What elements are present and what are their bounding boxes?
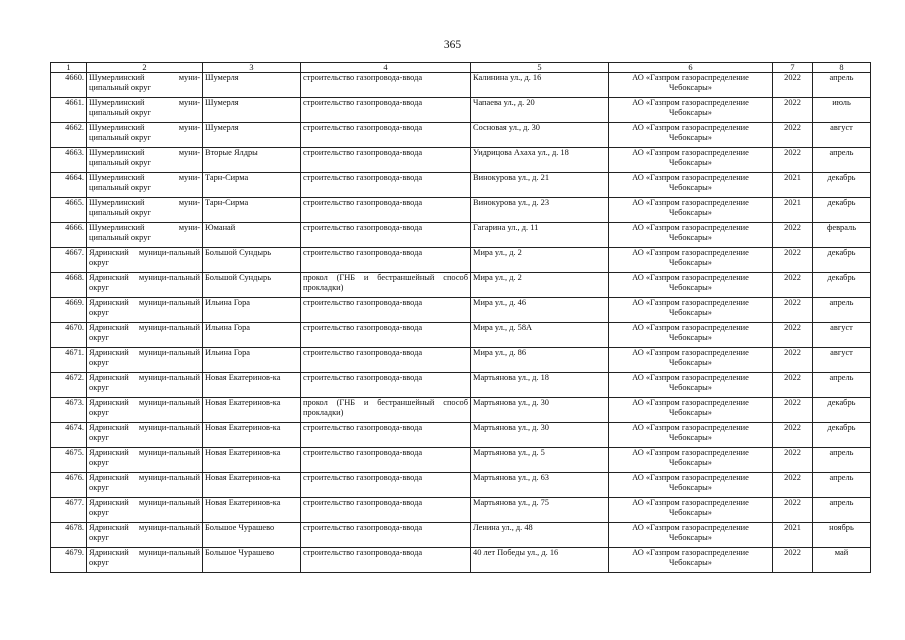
table-row [51,148,871,173]
settlement-cell: Тарн-Сирма [203,173,301,198]
address-cell: Мартьянова ул., д. 75 [471,498,609,523]
year-cell: 2022 [773,98,813,123]
work-type-cell: строительство газопровода-ввода [301,148,471,173]
district-cell: Ядринский муници-пальный округ [87,448,203,473]
address-cell: 40 лет Победы ул., д. 16 [471,548,609,573]
row-number: 4673. [51,398,87,423]
address-cell: Мартьянова ул., д. 18 [471,373,609,398]
address-cell: Ленина ул., д. 48 [471,523,609,548]
work-type-cell: строительство газопровода-ввода [301,498,471,523]
district-cell: Ядринский муници-пальный округ [87,523,203,548]
row-number: 4679. [51,548,87,573]
organization-cell: АО «Газпром газораспределение Чебоксары» [609,223,773,248]
year-cell: 2022 [773,273,813,298]
year-cell: 2022 [773,498,813,523]
work-type-cell: строительство газопровода-ввода [301,123,471,148]
work-type-cell: строительство газопровода-ввода [301,523,471,548]
work-type-cell: прокол (ГНБ и бестраншейный способ прокладки) [301,398,471,423]
organization-cell: АО «Газпром газораспределение Чебоксары» [609,173,773,198]
table-row [51,298,871,323]
address-cell: Уидрицова Ахаха ул., д. 18 [471,148,609,173]
month-cell: апрель [813,473,871,498]
settlement-cell: Юманай [203,223,301,248]
row-number: 4668. [51,273,87,298]
year-cell: 2022 [773,148,813,173]
table-row [51,198,871,223]
district-cell: Ядринский муници-пальный округ [87,473,203,498]
settlement-cell: Новая Екатеринов-ка [203,498,301,523]
month-cell: декабрь [813,248,871,273]
address-cell: Калинина ул., д. 16 [471,73,609,98]
row-number: 4666. [51,223,87,248]
district-cell: Шумерлинский муни-ципальный округ [87,148,203,173]
row-number: 4676. [51,473,87,498]
table-row [51,523,871,548]
work-type-cell: строительство газопровода-ввода [301,423,471,448]
year-cell: 2021 [773,523,813,548]
address-cell: Винокурова ул., д. 23 [471,198,609,223]
organization-cell: АО «Газпром газораспределение Чебоксары» [609,73,773,98]
table-row [51,473,871,498]
row-number: 4663. [51,148,87,173]
table-row [51,223,871,248]
district-cell: Шумерлинский муни-ципальный округ [87,98,203,123]
row-number: 4674. [51,423,87,448]
address-cell: Мартьянова ул., д. 30 [471,398,609,423]
table-row [51,123,871,148]
organization-cell: АО «Газпром газораспределение Чебоксары» [609,523,773,548]
district-cell: Ядринский муници-пальный округ [87,298,203,323]
settlement-cell: Большое Чурашево [203,523,301,548]
organization-cell: АО «Газпром газораспределение Чебоксары» [609,298,773,323]
settlement-cell: Шумерля [203,98,301,123]
district-cell: Ядринский муници-пальный округ [87,548,203,573]
address-cell: Гагарина ул., д. 11 [471,223,609,248]
work-type-cell: строительство газопровода-ввода [301,373,471,398]
settlement-cell: Новая Екатеринов-ка [203,398,301,423]
organization-cell: АО «Газпром газораспределение Чебоксары» [609,98,773,123]
organization-cell: АО «Газпром газораспределение Чебоксары» [609,323,773,348]
work-type-cell: строительство газопровода-ввода [301,248,471,273]
month-cell: апрель [813,73,871,98]
month-cell: декабрь [813,423,871,448]
address-cell: Мартьянова ул., д. 63 [471,473,609,498]
settlement-cell: Новая Екатеринов-ка [203,423,301,448]
address-cell: Винокурова ул., д. 21 [471,173,609,198]
address-cell: Мира ул., д. 86 [471,348,609,373]
organization-cell: АО «Газпром газораспределение Чебоксары» [609,398,773,423]
settlement-cell: Ильина Гора [203,348,301,373]
work-type-cell: строительство газопровода-ввода [301,448,471,473]
table-row [51,273,871,298]
year-cell: 2022 [773,323,813,348]
organization-cell: АО «Газпром газораспределение Чебоксары» [609,273,773,298]
year-cell: 2022 [773,123,813,148]
organization-cell: АО «Газпром газораспределение Чебоксары» [609,448,773,473]
row-number: 4662. [51,123,87,148]
settlement-cell: Большой Сундырь [203,248,301,273]
year-cell: 2022 [773,448,813,473]
column-header: 6 [609,63,773,73]
organization-cell: АО «Газпром газораспределение Чебоксары» [609,348,773,373]
settlement-cell: Вторые Ялдры [203,148,301,173]
month-cell: декабрь [813,273,871,298]
page-number: 365 [443,39,462,51]
organization-cell: АО «Газпром газораспределение Чебоксары» [609,198,773,223]
district-cell: Ядринский муници-пальный округ [87,248,203,273]
column-header: 7 [773,63,813,73]
settlement-cell: Шумерля [203,73,301,98]
work-type-cell: строительство газопровода-ввода [301,548,471,573]
row-number: 4671. [51,348,87,373]
column-header: 4 [301,63,471,73]
year-cell: 2021 [773,173,813,198]
organization-cell: АО «Газпром газораспределение Чебоксары» [609,548,773,573]
organization-cell: АО «Газпром газораспределение Чебоксары» [609,498,773,523]
district-cell: Шумерлинский муни-ципальный округ [87,223,203,248]
row-number: 4667. [51,248,87,273]
month-cell: февраль [813,223,871,248]
column-number-row [51,63,871,73]
year-cell: 2022 [773,73,813,98]
year-cell: 2022 [773,248,813,273]
row-number: 4669. [51,298,87,323]
column-header: 1 [51,63,87,73]
month-cell: декабрь [813,398,871,423]
organization-cell: АО «Газпром газораспределение Чебоксары» [609,423,773,448]
table-row [51,373,871,398]
table-row [51,398,871,423]
column-header: 3 [203,63,301,73]
month-cell: апрель [813,148,871,173]
district-cell: Ядринский муници-пальный округ [87,423,203,448]
organization-cell: АО «Газпром газораспределение Чебоксары» [609,148,773,173]
work-type-cell: строительство газопровода-ввода [301,298,471,323]
work-type-cell: строительство газопровода-ввода [301,473,471,498]
month-cell: апрель [813,298,871,323]
row-number: 4677. [51,498,87,523]
month-cell: август [813,348,871,373]
table-row [51,423,871,448]
month-cell: декабрь [813,173,871,198]
year-cell: 2022 [773,373,813,398]
month-cell: декабрь [813,198,871,223]
organization-cell: АО «Газпром газораспределение Чебоксары» [609,373,773,398]
table-row [51,73,871,98]
district-cell: Шумерлинский муни-ципальный округ [87,123,203,148]
settlement-cell: Новая Екатеринов-ка [203,448,301,473]
year-cell: 2021 [773,198,813,223]
address-cell: Мира ул., д. 58А [471,323,609,348]
month-cell: май [813,548,871,573]
row-number: 4661. [51,98,87,123]
column-header: 8 [813,63,871,73]
year-cell: 2022 [773,348,813,373]
settlement-cell: Новая Екатеринов-ка [203,373,301,398]
table-body [51,73,871,573]
month-cell: июль [813,98,871,123]
year-cell: 2022 [773,423,813,448]
address-cell: Мартьянова ул., д. 5 [471,448,609,473]
work-type-cell: строительство газопровода-ввода [301,198,471,223]
district-cell: Шумерлинский муни-ципальный округ [87,73,203,98]
address-cell: Мартьянова ул., д. 30 [471,423,609,448]
table-row [51,248,871,273]
month-cell: апрель [813,498,871,523]
month-cell: август [813,323,871,348]
table-row [51,173,871,198]
table-row [51,498,871,523]
row-number: 4678. [51,523,87,548]
settlement-cell: Большой Сундырь [203,273,301,298]
work-type-cell: строительство газопровода-ввода [301,323,471,348]
table-row [51,98,871,123]
district-cell: Ядринский муници-пальный округ [87,373,203,398]
district-cell: Ядринский муници-пальный округ [87,323,203,348]
registry-table [50,62,871,573]
work-type-cell: строительство газопровода-ввода [301,98,471,123]
work-type-cell: строительство газопровода-ввода [301,73,471,98]
month-cell: апрель [813,373,871,398]
address-cell: Мира ул., д. 2 [471,248,609,273]
row-number: 4660. [51,73,87,98]
settlement-cell: Ильина Гора [203,298,301,323]
work-type-cell: строительство газопровода-ввода [301,173,471,198]
district-cell: Ядринский муници-пальный округ [87,498,203,523]
organization-cell: АО «Газпром газораспределение Чебоксары» [609,248,773,273]
settlement-cell: Ильина Гора [203,323,301,348]
column-header: 5 [471,63,609,73]
table-row [51,323,871,348]
organization-cell: АО «Газпром газораспределение Чебоксары» [609,123,773,148]
year-cell: 2022 [773,548,813,573]
month-cell: апрель [813,448,871,473]
month-cell: август [813,123,871,148]
year-cell: 2022 [773,473,813,498]
row-number: 4675. [51,448,87,473]
address-cell: Мира ул., д. 2 [471,273,609,298]
settlement-cell: Большое Чурашево [203,548,301,573]
year-cell: 2022 [773,398,813,423]
district-cell: Ядринский муници-пальный округ [87,348,203,373]
month-cell: ноябрь [813,523,871,548]
settlement-cell: Новая Екатеринов-ка [203,473,301,498]
work-type-cell: строительство газопровода-ввода [301,223,471,248]
year-cell: 2022 [773,223,813,248]
settlement-cell: Тарн-Сирма [203,198,301,223]
work-type-cell: прокол (ГНБ и бестраншейный способ прокладки) [301,273,471,298]
address-cell: Сосновая ул., д. 30 [471,123,609,148]
row-number: 4672. [51,373,87,398]
table-row [51,348,871,373]
table-row [51,548,871,573]
settlement-cell: Шумерля [203,123,301,148]
district-cell: Шумерлинский муни-ципальный округ [87,173,203,198]
district-cell: Ядринский муници-пальный округ [87,273,203,298]
address-cell: Чапаева ул., д. 20 [471,98,609,123]
work-type-cell: строительство газопровода-ввода [301,348,471,373]
district-cell: Ядринский муници-пальный округ [87,398,203,423]
organization-cell: АО «Газпром газораспределение Чебоксары» [609,473,773,498]
row-number: 4664. [51,173,87,198]
row-number: 4670. [51,323,87,348]
address-cell: Мира ул., д. 46 [471,298,609,323]
column-header: 2 [87,63,203,73]
district-cell: Шумерлинский муни-ципальный округ [87,198,203,223]
row-number: 4665. [51,198,87,223]
year-cell: 2022 [773,298,813,323]
table-row [51,448,871,473]
